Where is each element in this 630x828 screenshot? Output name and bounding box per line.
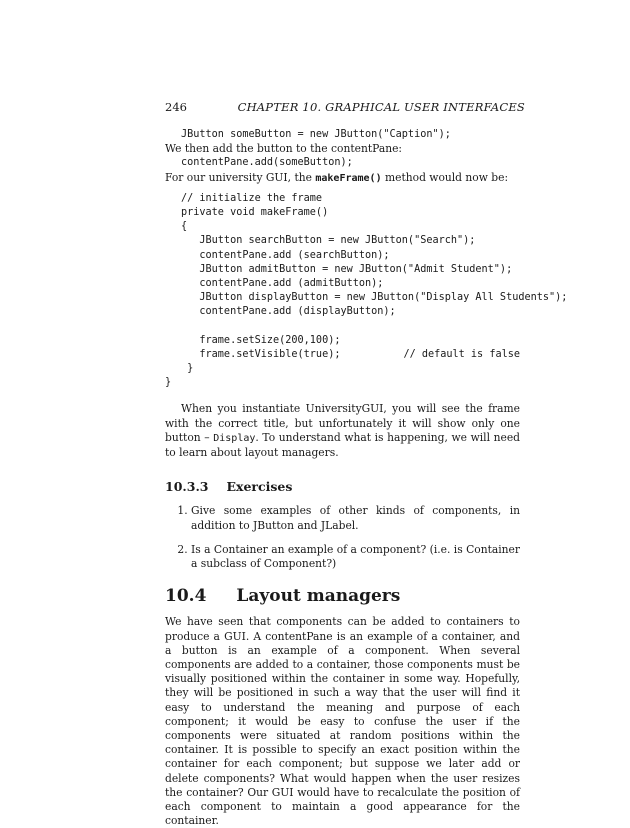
code-block <box>165 192 568 391</box>
code-line <box>181 319 520 333</box>
code-line: contentPane.add(someButton); <box>181 157 353 169</box>
subsection-title: Exercises <box>226 479 293 495</box>
body-text: We then add the button to the contentPane: <box>165 142 403 156</box>
code-line: contentPane.add (admitButton); <box>181 277 384 289</box>
code-line: { <box>181 221 188 233</box>
code-line: JButton someButton = new JButton("Caption"); <box>181 129 451 140</box>
running-header <box>165 100 525 114</box>
page-content <box>165 128 568 828</box>
code-line: } <box>181 363 194 375</box>
exercise-list <box>165 504 520 571</box>
code-line: JButton admitButton = new JButton("Admit Student"); <box>181 263 513 275</box>
code-line: // initialize the frame <box>181 192 323 204</box>
section-number: 10.4 <box>165 586 207 607</box>
subsection-number: 10.3.3 <box>165 479 209 495</box>
code-comment: // default is false <box>403 348 520 360</box>
code-line: contentPane.add (displayButton); <box>181 306 396 318</box>
code-line: frame.setVisible(true); // default is false <box>181 348 520 362</box>
code-line: JButton searchButton = new JButton("Search"); <box>181 235 476 247</box>
exercise-item: 2. Is a Container an example of a component? (i.e. is Container a subclass of Component?) <box>191 543 520 571</box>
subsection-heading <box>165 480 520 494</box>
body-paragraph: When you instantiate UniversityGUI, you will see the frame with the correct title, but unfortunately it will show only one button – Display. To understand what is happening, we will need to learn about layout managers. <box>165 402 520 460</box>
inline-code: makeFrame() <box>315 172 382 184</box>
exercise-item: 1. Give some examples of other kinds of components, in addition to JButton and JLabel. <box>191 504 520 532</box>
section-heading <box>165 586 520 607</box>
code-line: JButton displayButton = new JButton("Display All Students"); <box>181 292 568 304</box>
inline-code: Display <box>213 432 256 444</box>
code-line: contentPane.add (searchButton); <box>181 249 390 261</box>
section-title: Layout managers <box>236 586 401 607</box>
page-number: 246 <box>165 100 187 114</box>
code-line: private void makeFrame() <box>181 206 329 218</box>
section-body: We have seen that components can be added to containers to produce a GUI. A contentPane is an example of a container, and a button is an example of a component. When several components are added to a container, those components must be visually positioned within the container in some way. Hopefully, they will be positioned in such a way that the user will find it easy to understand the meaning and purpose of each component; it would be easy to confuse the user if the components were situated at random positions within the container. It is possible to specify an exact position within the container for each component; but suppose we later add or delete components? What would happen when the user resizes the container? Our GUI would have to recalculate the position of each component to maintain a good appearance for the container. <box>165 615 520 828</box>
body-text: For our university GUI, the makeFrame() method would now be: <box>165 170 509 184</box>
code-line: frame.setSize(200,100); <box>181 334 341 346</box>
chapter-title: CHAPTER 10. GRAPHICAL USER INTERFACES <box>237 100 525 114</box>
code-line: } <box>165 377 172 389</box>
